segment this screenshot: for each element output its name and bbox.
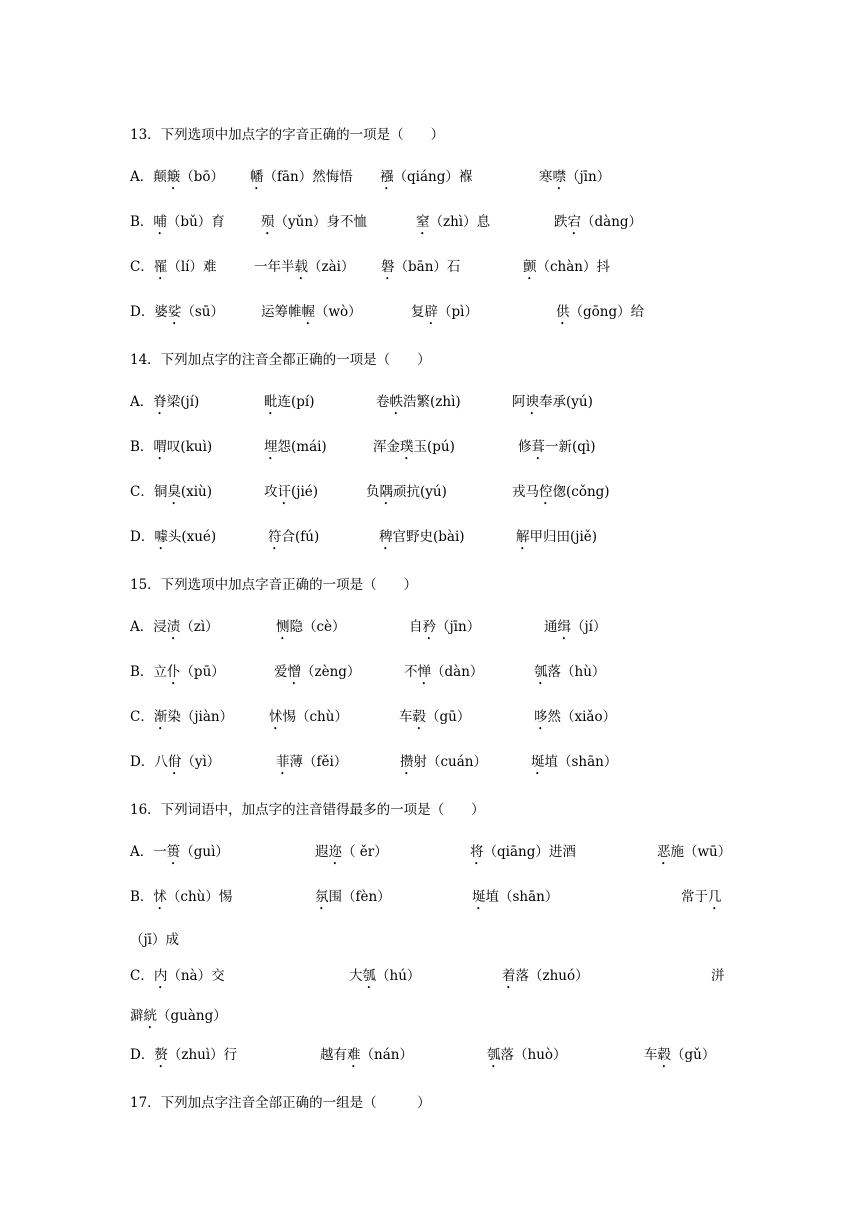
option-label: B．	[130, 889, 154, 905]
option-label: A．	[130, 619, 154, 635]
option-label: B．	[130, 214, 154, 230]
dotted-character: 毂	[412, 709, 426, 725]
entry-text: 然（xiǎo）	[547, 709, 617, 725]
dotted-character: 攒	[400, 754, 414, 770]
entry-text: （zhuì）行	[167, 1047, 238, 1063]
word-entry	[320, 1046, 413, 1071]
dotted-character: 辟	[424, 304, 438, 320]
dotted-character: 氛	[315, 889, 329, 905]
dotted-character: 恶	[657, 844, 671, 860]
question-stem: 16．下列词语中，加点字的注音错得最多的一项是（ ）	[130, 802, 485, 818]
entry-text: 浑金	[373, 439, 400, 455]
word-entry	[381, 258, 460, 283]
entry-text: 不	[404, 664, 418, 680]
entry-text: （fān）然悔悟	[263, 169, 353, 185]
entry-text: （pì）	[438, 304, 478, 320]
dotted-character: 臭	[167, 484, 181, 500]
word-entry	[472, 888, 558, 913]
dotted-character: 娑	[167, 304, 182, 320]
word-entry	[264, 438, 327, 463]
option-entry	[130, 1046, 237, 1071]
dotted-character: 脊	[153, 394, 167, 410]
dotted-character: 窒	[416, 214, 430, 230]
entry-text: （chàn）抖	[536, 259, 610, 275]
dotted-character: 谀	[525, 394, 539, 410]
word-entry	[261, 303, 362, 328]
dotted-character: 毗	[264, 394, 278, 410]
dotted-character: 瓠	[534, 664, 548, 680]
dotted-character: 噱	[154, 529, 168, 545]
dotted-character: 毂	[657, 1047, 671, 1063]
entry-text: （bō）	[180, 169, 225, 185]
word-entry	[349, 967, 420, 992]
entry-text: 铜	[153, 484, 168, 500]
entry-text: 戎马	[512, 484, 539, 500]
entry-text: 立	[153, 664, 167, 680]
entry-text: 浸	[153, 619, 167, 635]
entry-text: 一年半	[254, 259, 295, 275]
word-entry	[264, 483, 318, 508]
word-entry	[681, 888, 722, 913]
word-entry	[512, 483, 610, 508]
entry-text: 复	[411, 304, 425, 320]
dotted-character: 襁	[380, 169, 394, 185]
dotted-character: 怵	[153, 889, 167, 905]
entry-text: （bān）石	[394, 259, 461, 275]
entry-text: 染（jiàn）	[167, 709, 234, 725]
option-label: A．	[130, 169, 154, 185]
entry-text: （yì）	[181, 754, 221, 770]
entry-text: （jīn）	[566, 169, 611, 185]
entry-text: 梁(jí)	[166, 394, 200, 410]
dotted-character: 渍	[166, 619, 181, 635]
word-entry	[399, 708, 470, 733]
dotted-character: 惮	[417, 664, 431, 680]
entry-text: (jié)	[291, 484, 319, 500]
option-label: D．	[130, 1047, 155, 1063]
option-label: D．	[130, 529, 155, 545]
word-entry	[411, 303, 478, 328]
entry-text: 奉承(yú)	[539, 394, 593, 410]
word-entry	[274, 663, 360, 688]
dotted-character: 憎	[287, 664, 301, 680]
entry-text: （gōng）给	[569, 304, 645, 320]
entry-text: 寒	[539, 169, 553, 185]
dotted-character: 絖	[143, 1008, 157, 1024]
entry-text: 叹(kuì)	[166, 439, 213, 455]
entry-text: （wò）	[315, 304, 362, 320]
entry-text: 跌	[554, 214, 568, 230]
entry-text: 顽抗(yú)	[393, 484, 447, 500]
option-entry	[130, 618, 219, 643]
option-label: A．	[130, 394, 154, 410]
option-entry	[130, 753, 220, 778]
word-entry	[409, 618, 480, 643]
dotted-character: 隅	[379, 484, 393, 500]
dotted-character: 供	[556, 304, 570, 320]
word-entry	[404, 663, 483, 688]
entry-text: 落（hù）	[547, 664, 606, 680]
entry-text: 施（wū）	[670, 844, 732, 860]
entry-text: （qiáng）褓	[393, 169, 473, 185]
word-entry	[376, 393, 461, 418]
dotted-character: 解	[516, 529, 530, 545]
dotted-character: 瓠	[362, 968, 376, 984]
option-label: A．	[130, 844, 154, 860]
entry-text: （yǔn）身不恤	[274, 214, 368, 230]
entry-text: （zhì）息	[429, 214, 491, 230]
word-entry	[657, 843, 731, 868]
dotted-character: 葺	[531, 439, 545, 455]
entry-text: 婆	[154, 304, 168, 320]
option-entry	[130, 303, 224, 328]
option-entry	[130, 213, 225, 238]
dotted-character: 喟	[153, 439, 167, 455]
option-entry	[130, 888, 232, 913]
dotted-character: 璞	[400, 439, 414, 455]
entry-text: 隐（cè）	[289, 619, 346, 635]
entry-text: 偬(cǒng)	[552, 484, 610, 500]
entry-text: 颠	[153, 169, 167, 185]
option-label: D．	[130, 754, 155, 770]
entry-text: 车	[644, 1047, 658, 1063]
dotted-character: 赘	[154, 1047, 168, 1063]
entry-text: （zèng）	[301, 664, 361, 680]
entry-text: 一	[153, 844, 167, 860]
dotted-character: 幡	[250, 169, 264, 185]
word-entry	[518, 438, 596, 463]
option-entry	[130, 393, 199, 418]
dotted-character: 噤	[552, 169, 566, 185]
dotted-character: 怵	[269, 709, 283, 725]
word-entry	[315, 888, 391, 913]
entry-text: 怨(mái)	[277, 439, 327, 455]
entry-text: 惕（chù）	[282, 709, 348, 725]
entry-text: 常于	[681, 889, 708, 905]
dotted-character: 篑	[166, 844, 181, 860]
word-entry	[516, 528, 597, 553]
entry-text: 落（huò）	[500, 1047, 567, 1063]
word-entry	[534, 708, 616, 733]
entry-text: 玉(pú)	[413, 439, 455, 455]
entry-text: （zì）	[180, 619, 219, 635]
entry-text: 洴	[711, 968, 725, 984]
word-entry	[254, 258, 354, 283]
dotted-character: 缉	[557, 619, 571, 635]
entry-text: 围（fèn）	[328, 889, 391, 905]
entry-text: 头(xué)	[167, 529, 217, 545]
word-entry	[261, 213, 367, 238]
entry-text: （dàn）	[431, 664, 484, 680]
word-entry	[400, 753, 487, 778]
word-entry	[269, 708, 348, 733]
dotted-character: 符	[268, 529, 282, 545]
dotted-character: 磐	[381, 259, 395, 275]
dotted-character: 内	[153, 968, 168, 984]
question-stem: 15．下列选项中加点字音正确的一项是（ ）	[130, 577, 418, 593]
entry-text: 埴（shān）	[485, 889, 559, 905]
entry-text: （bǔ）育	[166, 214, 225, 230]
entry-text: （guì）	[180, 844, 229, 860]
option-label: B．	[130, 439, 154, 455]
entry-text: 遐	[315, 844, 329, 860]
entry-text: （sū）	[181, 304, 224, 320]
word-entry	[268, 528, 319, 553]
word-entry	[539, 168, 610, 193]
dotted-character: 殒	[261, 214, 275, 230]
word-entry	[276, 618, 346, 643]
option-label: C．	[130, 968, 154, 984]
dotted-character: 将	[470, 844, 484, 860]
entry-text: （jīn）	[436, 619, 481, 635]
entry-text: （nà）交	[167, 968, 225, 984]
entry-text: 薄（fěi）	[289, 754, 348, 770]
dotted-character: 渐	[153, 709, 168, 725]
word-entry	[512, 393, 593, 418]
entry-text: （zài）	[308, 259, 355, 275]
dotted-character: 菲	[276, 754, 290, 770]
entry-text: (xiù)	[180, 484, 213, 500]
entry-text: （dàng）	[581, 214, 643, 230]
option-label: B．	[130, 664, 154, 680]
dotted-character: 恻	[276, 619, 290, 635]
entry-text: （guàng）	[157, 1008, 227, 1024]
option-entry	[130, 843, 229, 868]
option-entry	[130, 528, 216, 553]
dotted-character: 稗	[379, 529, 393, 545]
option-entry	[130, 438, 212, 463]
entry-text: 运筹帷	[261, 304, 302, 320]
word-entry	[556, 303, 644, 328]
word-entry	[416, 213, 490, 238]
word-entry	[373, 438, 455, 463]
dotted-character: 埏	[531, 754, 545, 770]
entry-text: （gū）	[426, 709, 471, 725]
entry-text: 埴（shān）	[544, 754, 618, 770]
entry-text: （jī）成	[130, 932, 180, 948]
entry-text: 负	[366, 484, 380, 500]
word-entry	[531, 753, 617, 778]
dotted-character: 哆	[534, 709, 548, 725]
entry-text: 连(pí)	[277, 394, 315, 410]
question-stem: 17．下列加点字注音全部正确的一组是（ ）	[130, 1095, 431, 1111]
entry-text: 阿	[512, 394, 526, 410]
option-entry	[130, 168, 224, 193]
dotted-character: 帙	[389, 394, 403, 410]
entry-text: 车	[399, 709, 413, 725]
word-entry	[130, 1007, 227, 1032]
word-entry	[264, 393, 315, 418]
dotted-character: 佾	[167, 754, 182, 770]
entry-text: 八	[154, 754, 168, 770]
entry-text: 爱	[274, 664, 288, 680]
entry-text: （nán）	[360, 1047, 413, 1063]
entry-text: 自	[409, 619, 423, 635]
word-entry	[523, 258, 610, 283]
dotted-character: 几	[708, 889, 722, 905]
word-entry	[534, 663, 605, 688]
option-label: C．	[130, 259, 154, 275]
entry-text: 浩繁(zhì)	[403, 394, 461, 410]
word-entry	[470, 843, 576, 868]
entry-text: （qiāng）进酒	[483, 844, 576, 860]
word-entry	[544, 618, 607, 643]
word-entry	[380, 168, 472, 193]
option-entry	[130, 967, 225, 992]
dotted-character: 簸	[166, 169, 181, 185]
word-entry	[502, 967, 589, 992]
dotted-character: 瓠	[487, 1047, 501, 1063]
option-label: C．	[130, 709, 154, 725]
entry-text: （gǔ）	[671, 1047, 716, 1063]
word-entry	[711, 967, 725, 985]
dotted-character: 宕	[567, 214, 581, 230]
dotted-character: 倥	[539, 484, 553, 500]
entry-text: 卷	[376, 394, 390, 410]
dotted-character: 仆	[166, 664, 181, 680]
dotted-character: 载	[294, 259, 308, 275]
entry-text: 大	[349, 968, 363, 984]
dotted-character: 矜	[422, 619, 436, 635]
question-stem: 14．下列加点字的注音全都正确的一项是（ ）	[130, 352, 431, 368]
word-entry	[130, 931, 179, 949]
dotted-character: 讦	[277, 484, 291, 500]
entry-text: （chù）惕	[166, 889, 233, 905]
entry-text: （jí）	[571, 619, 607, 635]
word-entry	[250, 168, 353, 193]
word-entry	[366, 483, 447, 508]
word-entry	[315, 843, 388, 868]
dotted-character: 迩	[328, 844, 342, 860]
entry-text: 官野史(bài)	[392, 529, 465, 545]
entry-text: 落（zhuó）	[515, 968, 589, 984]
question-stem: 13．下列选项中加点字的字音正确的一项是（ ）	[130, 127, 445, 143]
entry-text: 通	[544, 619, 558, 635]
entry-text: （ ěr）	[342, 844, 388, 860]
dotted-character: 着	[502, 968, 516, 984]
entry-text: 越有	[320, 1047, 347, 1063]
entry-text: 合(fú)	[281, 529, 320, 545]
dotted-character: 幄	[301, 304, 315, 320]
entry-text: 攻	[264, 484, 278, 500]
entry-text: 修	[518, 439, 532, 455]
entry-text: （hú）	[376, 968, 421, 984]
entry-text: （pū）	[180, 664, 225, 680]
dotted-character: 颤	[523, 259, 537, 275]
word-entry	[276, 753, 347, 778]
entry-text: 澼	[130, 1008, 144, 1024]
word-entry	[554, 213, 642, 238]
entry-text: 一新(qì)	[545, 439, 596, 455]
dotted-character: 难	[347, 1047, 361, 1063]
word-entry	[644, 1046, 715, 1071]
option-entry	[130, 258, 216, 283]
dotted-character: 哺	[153, 214, 167, 230]
option-label: C．	[130, 484, 154, 500]
dotted-character: 埋	[264, 439, 278, 455]
entry-text: （lí）难	[167, 259, 217, 275]
option-entry	[130, 483, 212, 508]
word-entry	[487, 1046, 567, 1071]
option-entry	[130, 708, 233, 733]
word-entry	[379, 528, 465, 553]
option-entry	[130, 663, 225, 688]
entry-text: 射（cuán）	[413, 754, 487, 770]
dotted-character: 埏	[472, 889, 486, 905]
entry-text: 甲归田(jiě)	[529, 529, 598, 545]
dotted-character: 罹	[153, 259, 168, 275]
option-label: D．	[130, 304, 155, 320]
